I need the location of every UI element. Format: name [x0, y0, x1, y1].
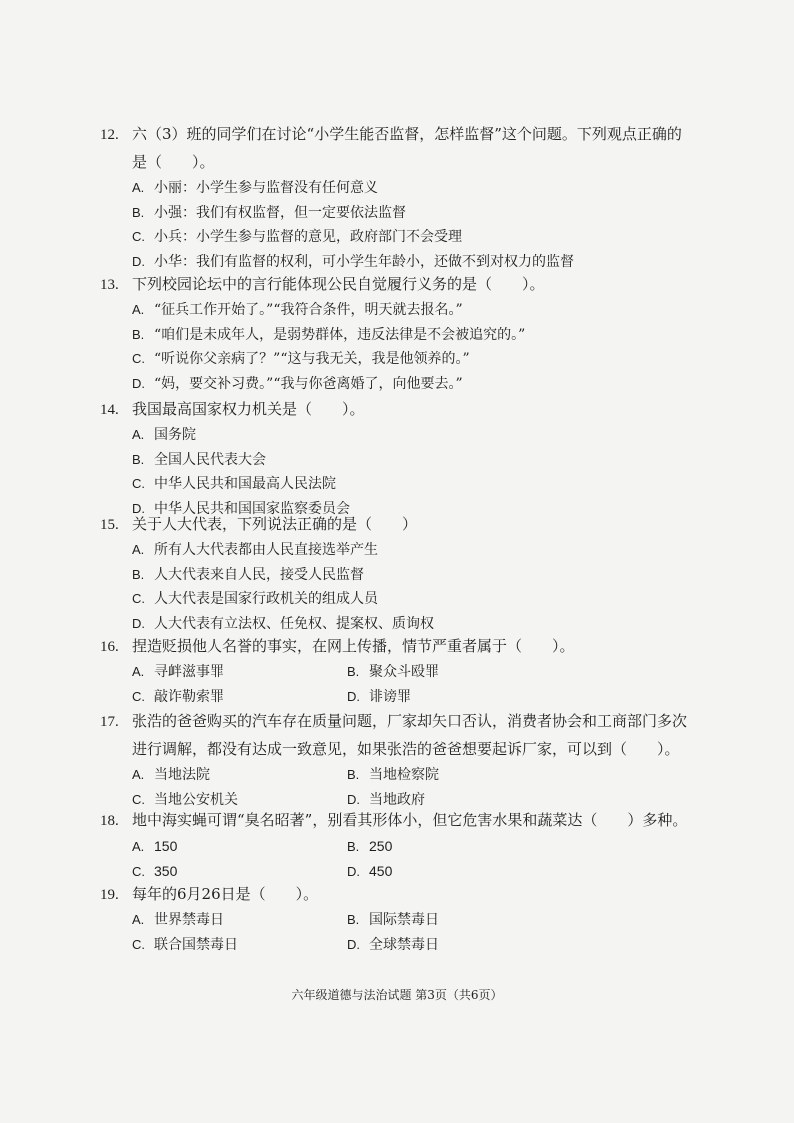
option-c — [100, 472, 700, 497]
option-letter: A. — [132, 542, 145, 557]
question-stem — [100, 806, 700, 834]
option-text: 寻衅滋事罪 — [154, 664, 224, 680]
question-number: 13. — [100, 277, 119, 293]
option-d — [347, 933, 562, 958]
question-number: 18. — [100, 813, 119, 829]
option-text: 当地检察院 — [369, 767, 439, 783]
question-17 — [100, 707, 700, 812]
option-c — [132, 933, 347, 958]
question-19 — [100, 880, 700, 957]
question-18 — [100, 806, 700, 883]
option-letter: A. — [132, 180, 145, 195]
option-letter: D. — [132, 253, 145, 269]
option-row — [100, 834, 700, 859]
option-letter: A. — [132, 664, 145, 679]
option-row — [100, 685, 700, 710]
option-d — [100, 372, 700, 397]
option-text: 小丽：小学生参与监督没有任何意义 — [154, 180, 378, 196]
option-letter: C. — [132, 936, 145, 952]
question-text-continued: 是（ ）。 — [132, 153, 215, 171]
option-row — [100, 763, 700, 788]
question-text: 捏造贬损他人名誉的事实，在网上传播，情节严重者属于（ ）。 — [132, 637, 575, 655]
option-a — [132, 908, 347, 933]
question-number: 17. — [100, 714, 119, 730]
option-text: 世界禁毒日 — [154, 912, 224, 928]
option-letter: A. — [132, 427, 145, 442]
option-text: “听说你父亲病了？”“这与我无关，我是他领养的。” — [154, 351, 470, 367]
option-text: 450 — [369, 862, 393, 879]
option-text: 所有人大代表都由人民直接选举产生 — [154, 542, 378, 558]
option-a — [132, 763, 347, 788]
option-a — [100, 298, 700, 323]
option-letter: D. — [347, 688, 360, 704]
question-number: 19. — [100, 887, 119, 903]
question-stem — [100, 395, 700, 423]
option-text: 当地法院 — [154, 767, 210, 783]
option-row — [100, 908, 700, 933]
option-letter: B. — [347, 912, 360, 927]
question-number: 12. — [100, 127, 119, 143]
question-number: 15. — [100, 517, 119, 533]
question-stem — [100, 632, 700, 660]
option-letter: C. — [132, 688, 145, 704]
question-text: 我国最高国家权力机关是（ ）。 — [132, 400, 365, 418]
option-letter: A. — [132, 767, 145, 782]
question-12 — [100, 120, 700, 274]
option-b — [347, 660, 562, 685]
option-text: 诽谤罪 — [369, 688, 411, 705]
option-a — [100, 538, 700, 563]
question-15 — [100, 510, 700, 636]
question-number: 16. — [100, 639, 119, 655]
option-letter: C. — [132, 791, 145, 807]
option-letter: B. — [347, 767, 360, 782]
option-text: 小强：我们有权监督，但一定要依法监督 — [154, 204, 406, 221]
question-stem — [100, 880, 700, 908]
option-letter: A. — [132, 302, 145, 317]
option-text: 人大代表是国家行政机关的组成人员 — [154, 591, 378, 607]
option-letter: C. — [132, 476, 145, 491]
option-text: “咱们是未成年人，是弱势群体，违反法律是不会被追究的。” — [154, 326, 526, 343]
option-letter: B. — [132, 566, 145, 582]
question-text-continued: 进行调解，都没有达成一致意见，如果张浩的爸爸想要起诉厂家，可以到（ ）。 — [132, 740, 680, 758]
option-letter: C. — [132, 229, 145, 244]
option-b — [347, 908, 562, 933]
option-row — [100, 933, 700, 958]
option-c — [100, 225, 700, 250]
option-letter: B. — [132, 204, 145, 220]
question-number: 14. — [100, 402, 119, 418]
option-b — [100, 448, 700, 473]
option-text: 350 — [154, 862, 178, 879]
option-letter: D. — [347, 936, 360, 952]
option-a — [100, 423, 700, 448]
option-text: “征兵工作开始了。”“我符合条件，明天就去报名。” — [154, 302, 463, 318]
option-letter: A. — [132, 839, 145, 854]
question-14 — [100, 395, 700, 521]
option-text: 150 — [154, 838, 178, 854]
question-stem — [100, 270, 700, 298]
option-letter: C. — [132, 863, 145, 879]
option-text: 联合国禁毒日 — [154, 936, 238, 953]
option-b — [100, 563, 700, 588]
option-a — [132, 660, 347, 685]
option-text: 国务院 — [154, 427, 196, 443]
option-text: 全球禁毒日 — [369, 936, 439, 953]
option-letter: B. — [347, 839, 360, 854]
option-text: 国际禁毒日 — [369, 912, 439, 928]
option-c — [100, 347, 700, 372]
page-footer: 六年级道德与法治试题 第3页（共6页） — [291, 988, 503, 1002]
option-letter: A. — [132, 912, 145, 927]
question-text: 下列校园论坛中的言行能体现公民自觉履行义务的是（ ）。 — [132, 275, 545, 293]
option-text: 当地公安机关 — [154, 791, 238, 808]
option-text: 聚众斗殴罪 — [369, 664, 439, 680]
option-a — [132, 834, 347, 860]
option-letter: B. — [132, 326, 145, 342]
option-d — [347, 685, 562, 710]
question-16 — [100, 632, 700, 709]
option-letter: D. — [132, 375, 145, 391]
option-text: 当地政府 — [369, 791, 425, 808]
question-text: 张浩的爸爸购买的汽车存在质量问题，厂家却矢口否认，消费者协会和工商部门多次 — [132, 712, 688, 730]
option-row — [100, 660, 700, 685]
option-letter: C. — [132, 591, 145, 606]
option-text: 小兵：小学生参与监督的意见，政府部门不会受理 — [154, 229, 462, 245]
option-text: 中华人民共和国最高人民法院 — [154, 476, 336, 492]
question-text: 六（3）班的同学们在讨论“小学生能否监督，怎样监督”这个问题。下列观点正确的 — [132, 125, 682, 143]
option-text: 全国人民代表大会 — [154, 451, 266, 468]
option-text: 敲诈勒索罪 — [154, 688, 224, 705]
question-stem — [100, 120, 700, 148]
option-b — [100, 323, 700, 348]
option-text: “妈，要交补习费。”“我与你爸离婚了，向他要去。” — [154, 375, 463, 392]
option-letter: C. — [132, 351, 145, 366]
option-letter: D. — [132, 500, 145, 516]
option-text: 250 — [369, 838, 393, 854]
option-c — [132, 685, 347, 710]
option-letter: D. — [347, 791, 360, 807]
option-text: 中华人民共和国国家监察委员会 — [154, 500, 350, 517]
option-a — [100, 176, 700, 201]
question-text: 关于人大代表，下列说法正确的是（ ） — [132, 515, 418, 533]
option-c — [100, 587, 700, 612]
option-letter: D. — [132, 615, 145, 631]
question-stem — [100, 707, 700, 735]
option-letter: B. — [132, 451, 145, 467]
question-text: 地中海实蝇可谓“臭名昭著”，别看其形体小，但它危害水果和蔬菜达（ ）多种。 — [132, 811, 688, 829]
option-letter: B. — [347, 664, 360, 679]
question-text: 每年的6月26日是（ ）。 — [132, 885, 319, 903]
option-letter: D. — [347, 863, 360, 879]
option-b — [100, 201, 700, 226]
option-text: 小华：我们有监督的权利，可小学生年龄小，还做不到对权力的监督 — [154, 253, 574, 270]
option-b — [347, 763, 562, 788]
question-stem — [100, 510, 700, 538]
option-text: 人大代表有立法权、任免权、提案权、质询权 — [154, 615, 434, 632]
option-text: 人大代表来自人民，接受人民监督 — [154, 566, 364, 583]
question-13 — [100, 270, 700, 396]
option-b — [347, 834, 562, 860]
